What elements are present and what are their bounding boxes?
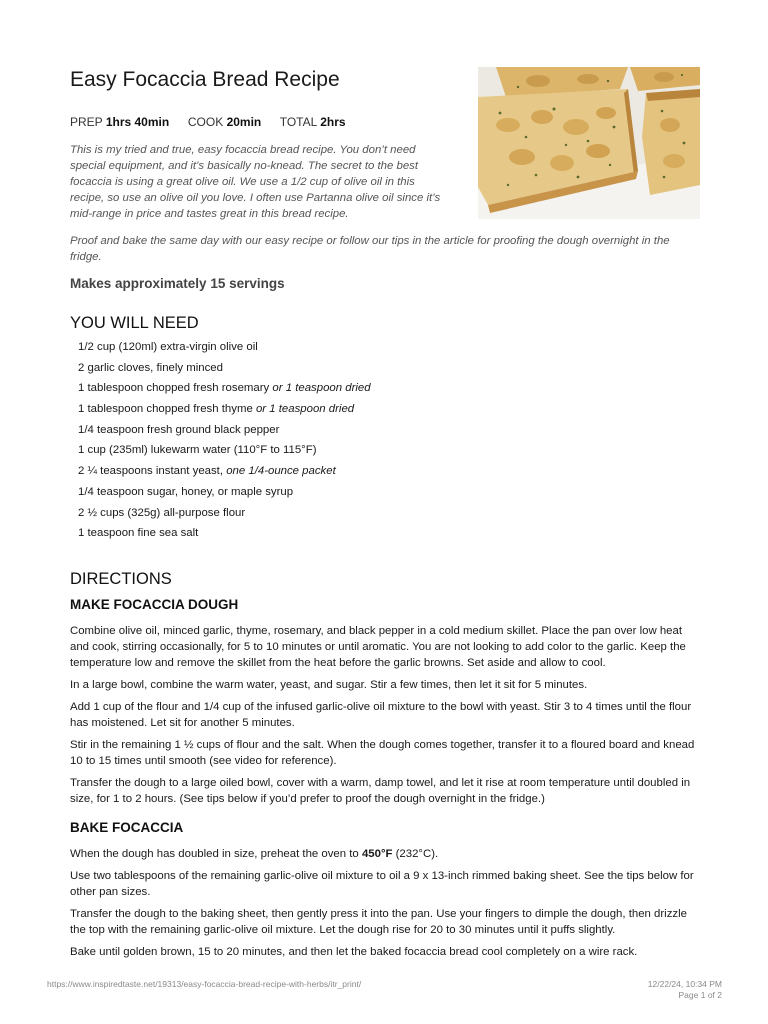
focaccia-photo [478, 67, 700, 219]
recipe-title: Easy Focaccia Bread Recipe [70, 68, 340, 91]
footer-url: https://www.inspiredtaste.net/19313/easy-focaccia-bread-recipe-with-herbs/itr_print/ [47, 979, 362, 989]
focaccia-photo-illustration [478, 67, 700, 219]
dough-steps [70, 623, 700, 813]
bake-heading: BAKE FOCACCIA [70, 820, 184, 835]
direction-step: Use two tablespoons of the remaining garlic-olive oil mixture to oil a 9 x 13-inch rimmed baking sheet. See the tips below for other pan sizes. [70, 870, 694, 898]
bake-steps [70, 846, 700, 966]
cook-value: 20min [226, 115, 262, 129]
direction-step: In a large bowl, combine the warm water, yeast, and sugar. Stir a few times, then let it sit for 5 minutes. [70, 679, 588, 691]
ingredient-item: 2 garlic cloves, finely minced [78, 361, 223, 374]
recipe-times [70, 115, 346, 129]
ingredient-item: 2 ¼ teaspoons instant yeast, one 1/4-ounce packet [78, 465, 336, 478]
footer-meta [648, 979, 722, 1001]
ingredients-heading: YOU WILL NEED [70, 314, 199, 332]
direction-step: Combine olive oil, minced garlic, thyme, rosemary, and black pepper in a cold medium skillet. Place the pan over low heat and cook, stirring occasionally, for 5 to 10 minutes or until aromatic. You are not looking to add color to the garlic. Keep the temperature low and remove the skillet from the heat before the garlic browns. Set aside and allow to cool. [70, 625, 686, 669]
servings: Makes approximately 15 servings [70, 276, 285, 291]
direction-step: Transfer the dough to a large oiled bowl, cover with a warm, damp towel, and let it rise at room temperature until doubled in size, for 1 to 2 hours. (See tips below if you’d prefer to proof the dough overnight in the fridge.) [70, 777, 691, 805]
recipe-note: Proof and bake the same day with our easy recipe or follow our tips in the article for proofing the dough overnight in the fridge. [70, 235, 670, 263]
ingredient-item: 1 tablespoon chopped fresh rosemary or 1 teaspoon dried [78, 382, 371, 395]
prep-label: PREP [70, 115, 103, 129]
direction-step: When the dough has doubled in size, preheat the oven to 450°F (232°C). [70, 848, 439, 860]
direction-step: Add 1 cup of the flour and 1/4 cup of the infused garlic-olive oil mixture to the bowl with yeast. Stir 3 to 4 times until the flour has moistened. Let sit for another 5 minutes. [70, 701, 692, 729]
total-value: 2hrs [320, 115, 346, 129]
ingredient-item: 1/2 cup (120ml) extra-virgin olive oil [78, 341, 258, 353]
footer-page-number: Page 1 of 2 [678, 990, 722, 1000]
directions-heading: DIRECTIONS [70, 570, 172, 588]
ingredient-item: 1 tablespoon chopped fresh thyme or 1 teaspoon dried [78, 403, 355, 416]
ingredient-item: 1/4 teaspoon fresh ground black pepper [78, 423, 280, 436]
footer-datetime: 12/22/24, 10:34 PM [647, 979, 722, 989]
ingredient-item: 1 teaspoon fine sea salt [78, 527, 199, 540]
cook-label: COOK [187, 115, 224, 129]
recipe-intro: This is my tried and true, easy focaccia bread recipe. You don’t need special equipment, and it’s basically no-knead. The secret to the best focaccia is using a great olive oil. We use a 1/2 cup of olive oil in this recipe, so use an olive oil you love. I often use Partanna olive oil since it’s mid-range in price and tastes great in this bread recipe. [70, 144, 441, 220]
dough-heading: MAKE FOCACCIA DOUGH [70, 597, 239, 612]
direction-step: Stir in the remaining 1 ½ cups of flour and the salt. When the dough comes together, transfer it to a floured board and knead 10 to 15 times until smooth (see video for reference). [70, 739, 695, 767]
ingredients-list [78, 339, 371, 546]
direction-step: Bake until golden brown, 15 to 20 minutes, and then let the baked focaccia bread cool completely on a wire rack. [70, 946, 638, 958]
prep-value: 1hrs 40min [105, 115, 170, 129]
ingredient-item: 2 ½ cups (325g) all-purpose flour [78, 506, 246, 519]
total-label: TOTAL [279, 115, 317, 129]
ingredient-item: 1 cup (235ml) lukewarm water (110°F to 115°F) [78, 444, 317, 457]
direction-step: Transfer the dough to the baking sheet, then gently press it into the pan. Use your fingers to dimple the dough, then drizzle the top with the remaining garlic-olive oil mixture. Let the dough rise for 20 to 30 minutes until it puffs slightly. [70, 908, 687, 936]
ingredient-item: 1/4 teaspoon sugar, honey, or maple syrup [78, 485, 294, 498]
